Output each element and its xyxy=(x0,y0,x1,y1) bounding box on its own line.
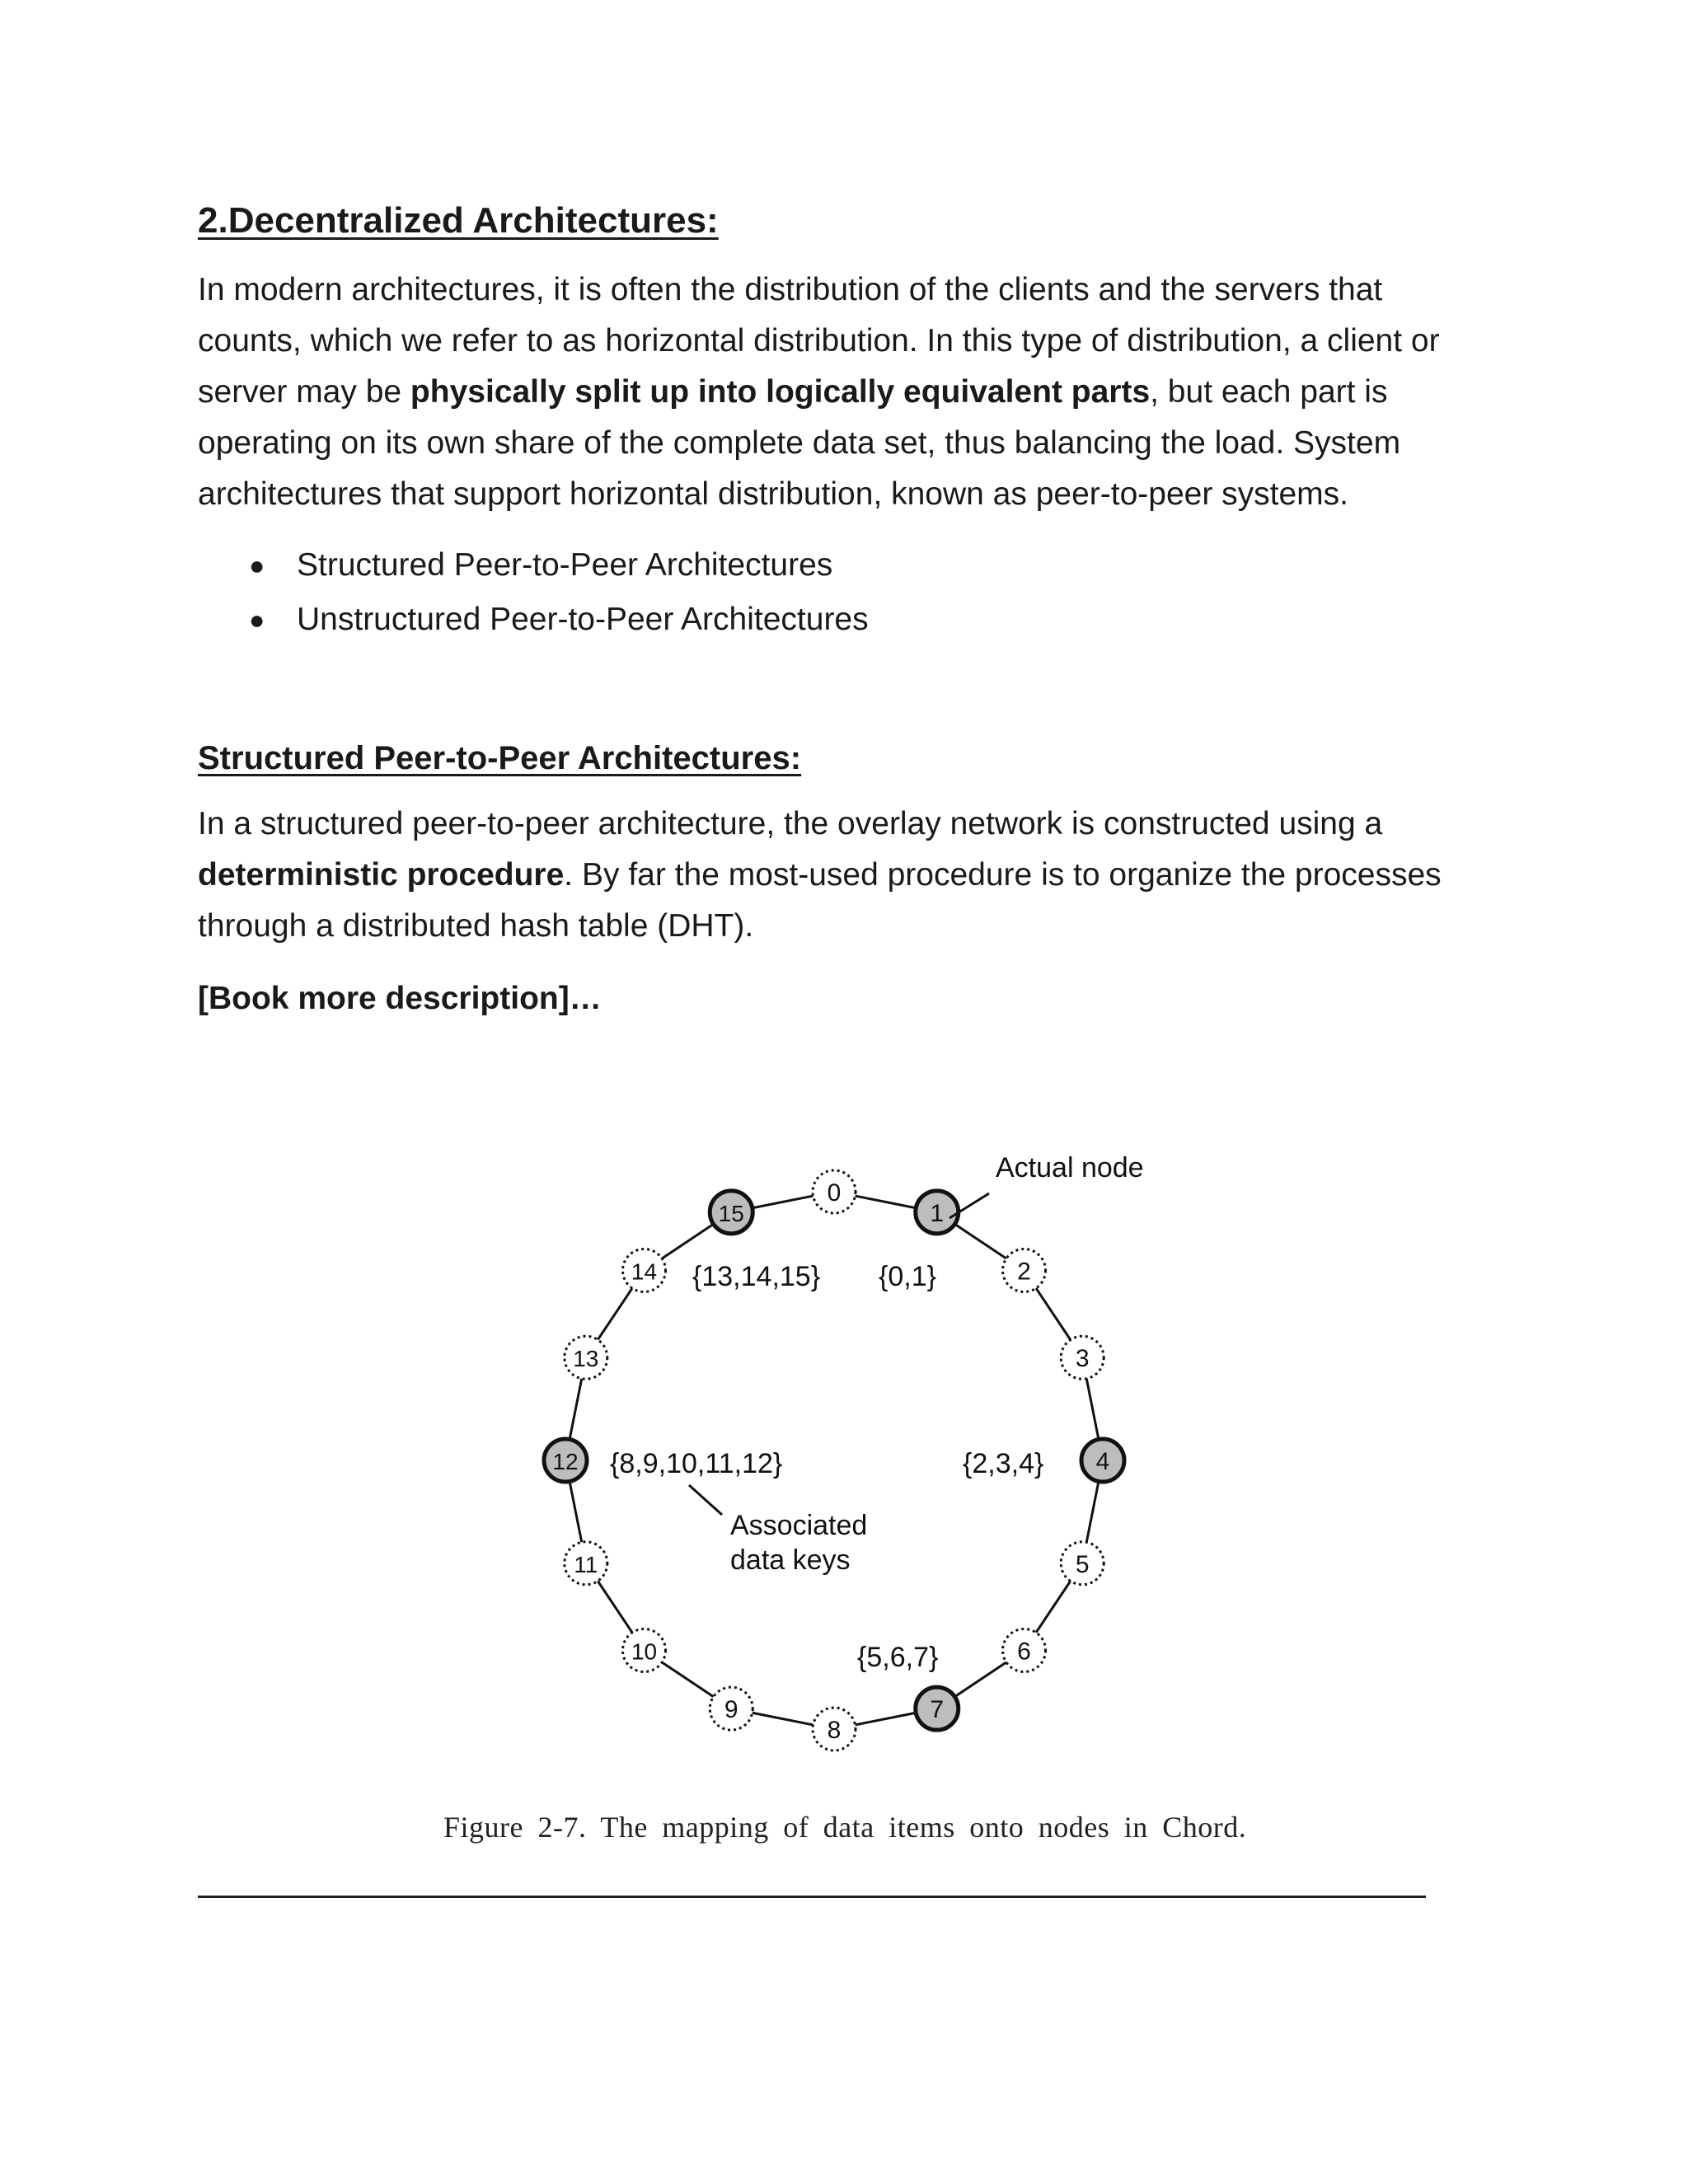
ring-edge xyxy=(662,1662,714,1697)
ring-edge xyxy=(598,1288,632,1340)
structured-bold-text: deterministic procedure xyxy=(198,857,565,893)
section-heading: 2.Decentralized Architectures: xyxy=(198,200,719,241)
node-label: 10 xyxy=(631,1638,658,1665)
structured-heading: Structured Peer-to-Peer Architectures: xyxy=(198,740,802,776)
list-item-text: Structured Peer-to-Peer Architectures xyxy=(297,547,833,583)
key-set-2-4: {2,3,4} xyxy=(963,1448,1044,1479)
intro-text-2: , but each part is operating on its own share of the complete data set, thus balancing the load. System architectures that support horizontal distribution, known as peer-to-peer systems. xyxy=(198,374,1401,512)
node-label: 1 xyxy=(930,1199,945,1227)
node-label: 2 xyxy=(1017,1258,1031,1286)
key-set-13-15: {13,14,15} xyxy=(692,1261,821,1292)
node-label: 11 xyxy=(574,1551,598,1577)
associated-label-line1: Associated xyxy=(730,1510,868,1541)
ring-edge xyxy=(662,1224,714,1258)
key-set-5-7: {5,6,7} xyxy=(857,1642,939,1673)
associated-keys-pointer xyxy=(689,1485,722,1515)
horizontal-rule xyxy=(198,1896,1426,1898)
key-set-0-1: {0,1} xyxy=(879,1261,936,1292)
node-label: 5 xyxy=(1075,1550,1090,1578)
ring-edge xyxy=(570,1379,582,1440)
structured-text-2: . By far the most-used procedure is to organize the processes through a distributed hash table (DHT). xyxy=(198,857,1442,944)
node-label: 7 xyxy=(930,1696,945,1724)
ring-edge xyxy=(1036,1581,1071,1633)
bullet-icon: ● xyxy=(249,605,265,635)
ring-edge xyxy=(570,1482,582,1543)
ring-edge xyxy=(1086,1379,1099,1440)
ring-edge xyxy=(753,1196,814,1208)
node-label: 12 xyxy=(552,1449,579,1474)
figure-caption: Figure 2-7. The mapping of data items onto nodes in Chord. xyxy=(443,1811,1247,1844)
list-item-text: Unstructured Peer-to-Peer Architectures xyxy=(297,602,869,637)
structured-text-1: In a structured peer-to-peer architecture, the overlay network is constructed using a xyxy=(198,806,1383,841)
ring-edge xyxy=(856,1713,917,1725)
node-label: 3 xyxy=(1075,1345,1090,1373)
key-set-8-12: {8,9,10,11,12} xyxy=(610,1448,783,1479)
node-label: 15 xyxy=(718,1200,744,1226)
node-label: 6 xyxy=(1017,1638,1031,1666)
node-label: 4 xyxy=(1095,1448,1110,1475)
ring-edge xyxy=(753,1713,814,1725)
ring-edge xyxy=(1086,1482,1099,1543)
bullet-icon: ● xyxy=(249,551,265,580)
ring-edge xyxy=(598,1581,632,1633)
intro-text-1: In modern architectures, it is often the distribution of the clients and the servers that counts, which we refer to as horizontal distribution. In this type of distribution, a client or server may be xyxy=(198,272,1440,410)
intro-bold-text: physically split up into logically equivalent parts xyxy=(410,374,1151,410)
node-label: 14 xyxy=(631,1258,658,1285)
ring-edge xyxy=(856,1196,917,1208)
book-more-description: [Book more description]… xyxy=(198,981,602,1016)
node-label: 13 xyxy=(573,1346,599,1372)
node-label: 9 xyxy=(724,1696,738,1724)
ring-edge xyxy=(954,1662,1006,1697)
node-label: 8 xyxy=(827,1717,842,1744)
actual-node-label: Actual node xyxy=(996,1152,1144,1183)
ring-edge xyxy=(1036,1288,1071,1340)
ring-edge xyxy=(954,1224,1006,1258)
associated-label-line2: data keys xyxy=(730,1544,851,1576)
ring-labels xyxy=(610,1152,1144,1673)
node-label: 0 xyxy=(827,1179,842,1207)
